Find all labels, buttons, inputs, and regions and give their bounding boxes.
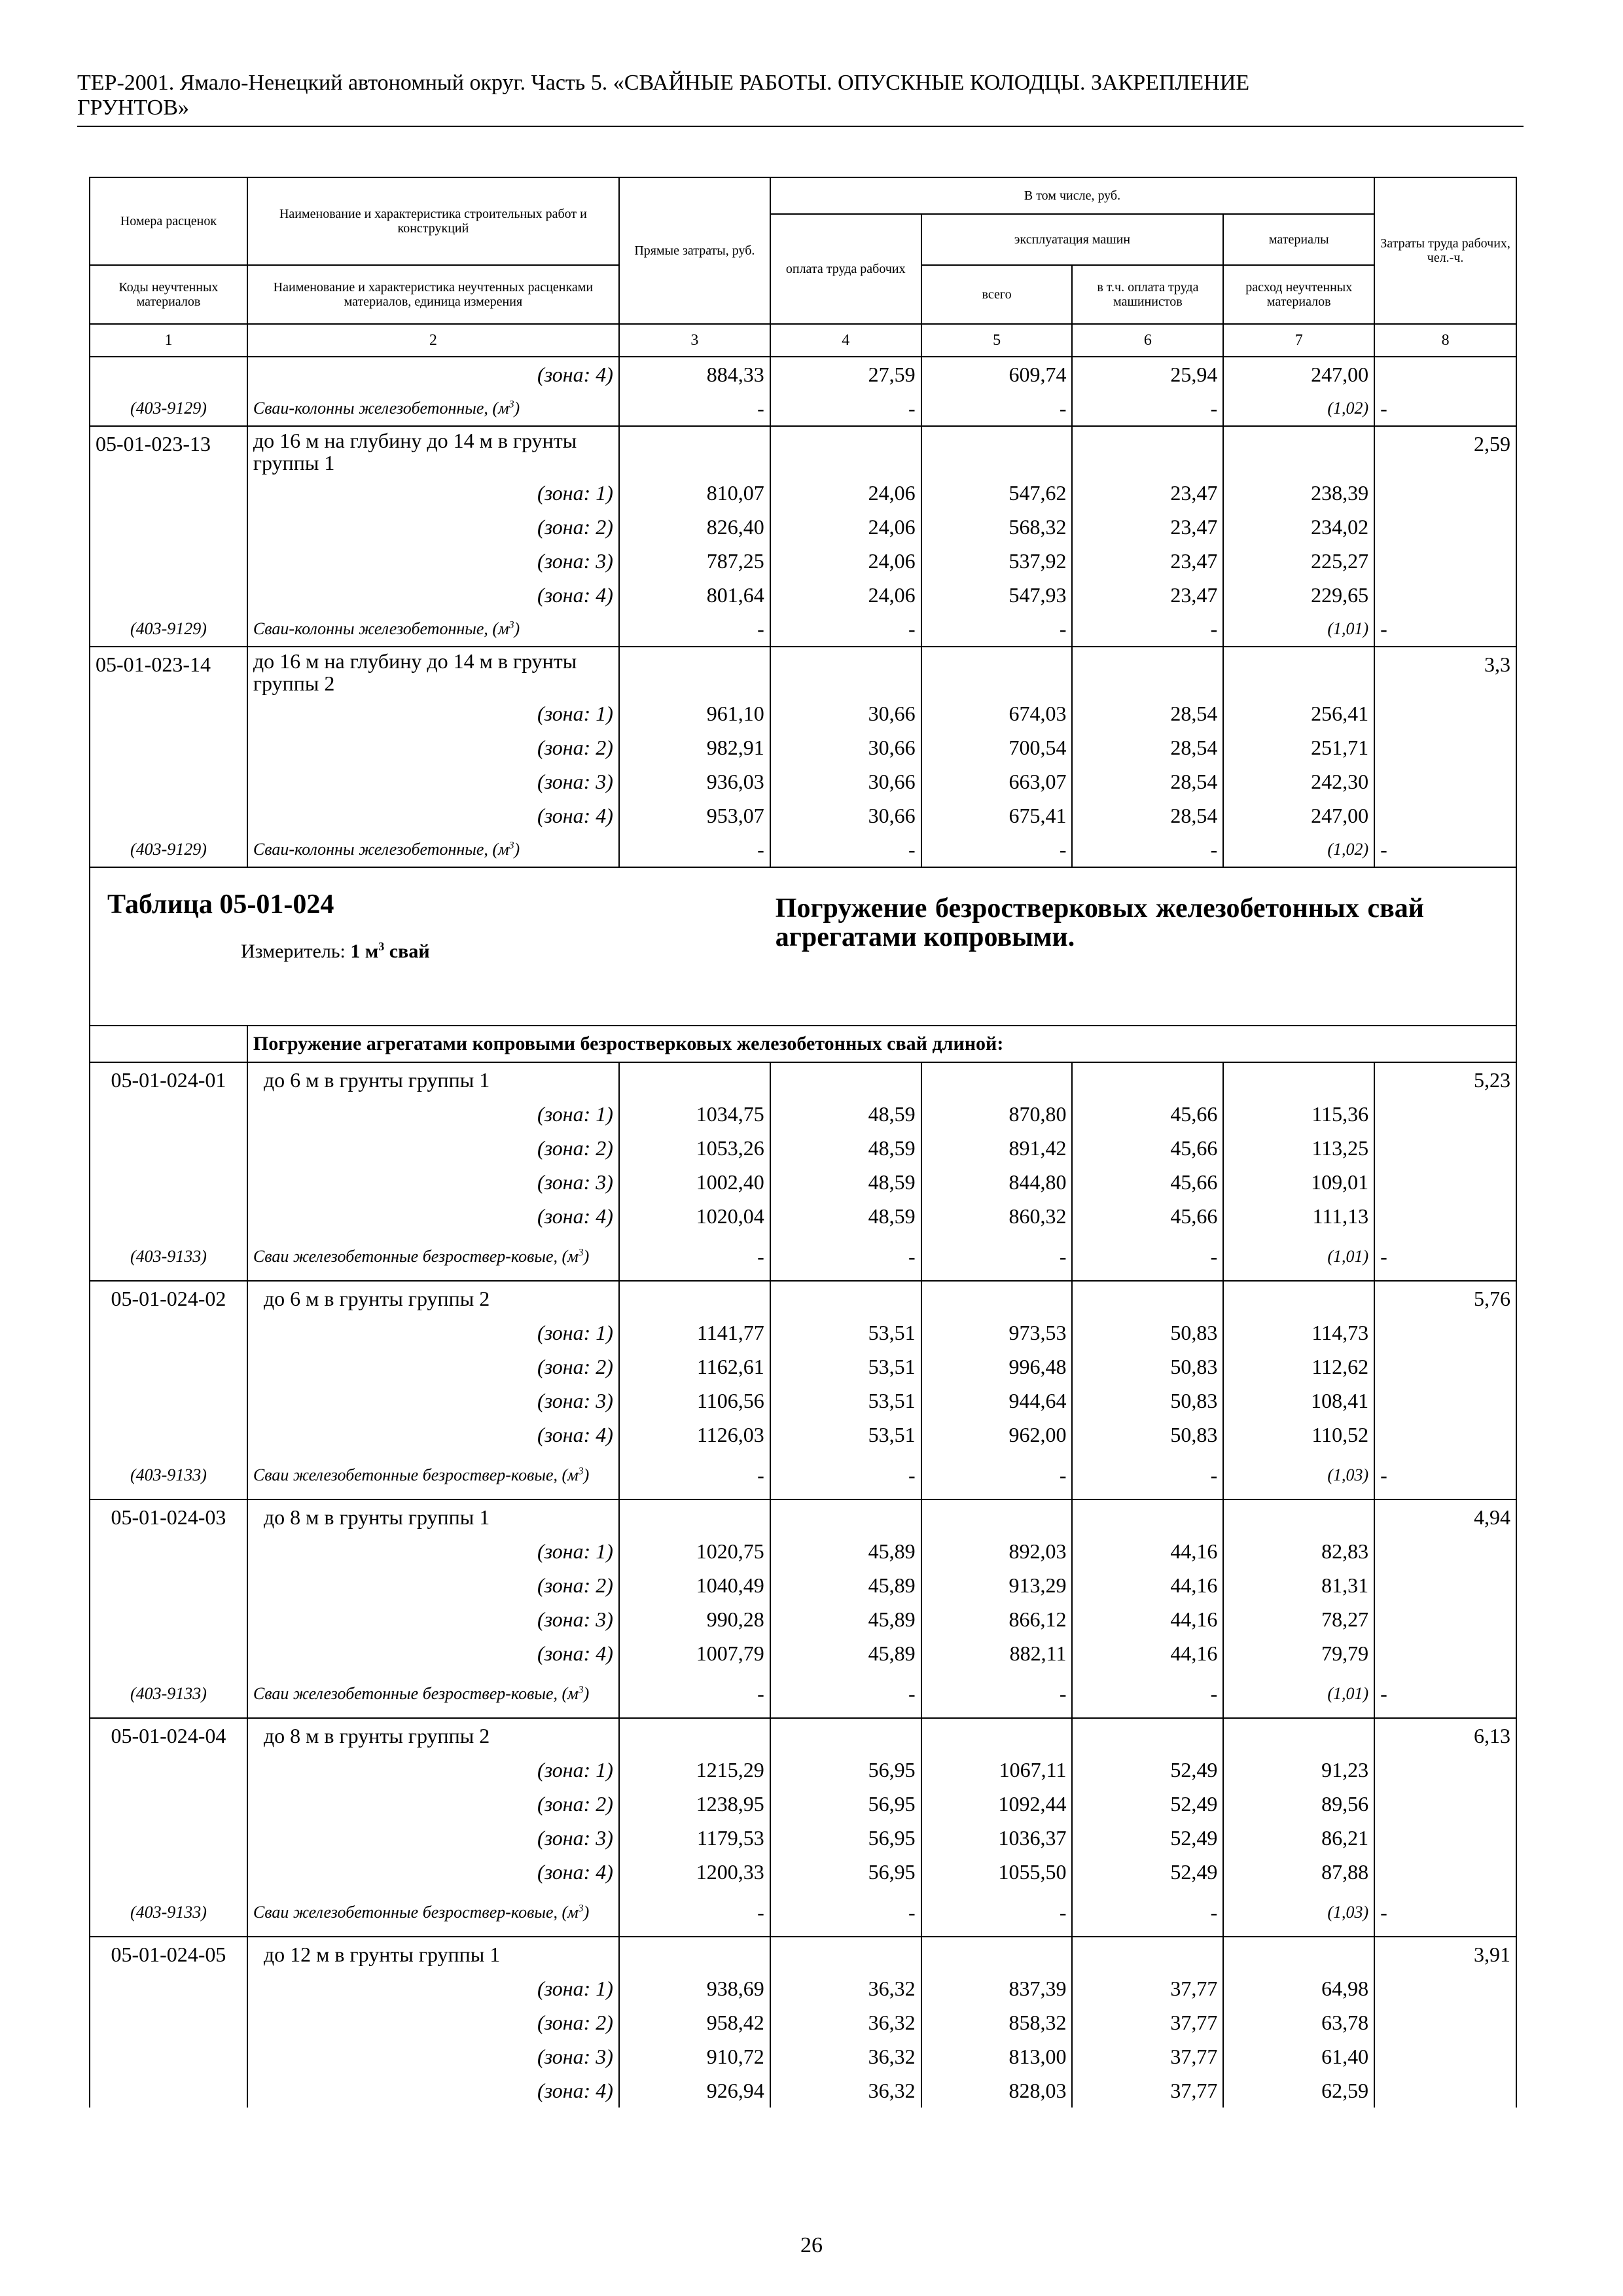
rate-name: до 6 м в грунты группы 2 [247,1281,619,1316]
column-number: 7 [1223,324,1374,357]
page-header [77,71,1517,120]
rate-row [90,1718,1516,1753]
material-row: (403-9133) Сваи железобетонные безроствер-ковые, $(м^3)$ - - - - (1,03) - [90,1889,1516,1937]
zone-row: (зона: 2) 958,42 36,32 858,32 37,77 63,78 [90,2005,1516,2039]
zone-label: (зона: 4) [247,357,619,391]
header-divider [77,126,1524,127]
labor-cost: 2,59 [1374,426,1516,476]
table-head [90,177,1516,357]
labor-cost: 3,3 [1374,647,1516,696]
zone-row: (зона: 3) 910,72 36,32 813,00 37,77 61,40 [90,2039,1516,2073]
rate-name: до 8 м в грунты группы 1 [247,1499,619,1534]
section-subheading: Погружение агрегатами копровыми безростверковых железобетонных свай длиной: [247,1026,1516,1062]
head-direct-costs: Прямые затраты, руб. [619,177,770,324]
rate-row [90,1281,1516,1316]
column-number: 8 [1374,324,1516,357]
operator-pay: 25,94 [1072,357,1223,391]
zone-row: (зона: 1) 1020,75 45,89 892,03 44,16 82,83 [90,1534,1516,1568]
labor-cost: 5,76 [1374,1281,1516,1316]
zone-row: (зона: 1) 938,69 36,32 837,39 37,77 64,98 [90,1971,1516,2005]
rate-row [90,1062,1516,1097]
table-title: Погружение безростверковых железобетонных свай агрегатами копровыми. [775,893,1424,952]
rate-name: до 6 м в грунты группы 1 [247,1062,619,1097]
section-subheading-row [90,1026,1516,1062]
rate-row [90,1499,1516,1534]
zone-row: (зона: 4) 926,94 36,32 828,03 37,77 62,59 [90,2073,1516,2108]
head-material-names: Наименование и характеристика неучтенных расценками материалов, единица измерения [247,265,619,324]
table-body [90,357,1516,2108]
head-operator-pay: в т.ч. оплата труда машинистов [1072,265,1223,324]
head-material-consumption: расход неучтенных материалов [1223,265,1374,324]
zone-row: (зона: 3) 1106,56 53,51 944,64 50,83 108,41 [90,1384,1516,1418]
zone-row: (зона: 3) 1179,53 56,95 1036,37 52,49 86,21 [90,1821,1516,1855]
rate-code: 05-01-023-13 [90,426,247,476]
rate-name: до 16 м на глубину до 14 м в грунты группы 1 [247,426,619,476]
zone-row: (зона: 2) 826,40 24,06 568,32 23,47 234,02 [90,510,1516,544]
zone-row: (зона: 4) 1020,04 48,59 860,32 45,66 111,13 [90,1199,1516,1233]
page-number: 26 [800,2233,823,2257]
rate-row [90,426,1516,476]
table-number: Таблица 05-01-024 [107,889,334,920]
rate-code: 05-01-024-01 [90,1062,247,1097]
column-number: 5 [921,324,1073,357]
rate-row [90,1937,1516,1971]
rate-code: 05-01-024-04 [90,1718,247,1753]
zone-row: (зона: 2) 1040,49 45,89 913,29 44,16 81,31 [90,1568,1516,1602]
column-numbers-row [90,324,1516,357]
material-name: Сваи-колонны железобетонные, $(м^3)$ [247,391,619,426]
zone-row: (зона: 4) 801,64 24,06 547,93 23,47 229,65 [90,578,1516,612]
column-number: 1 [90,324,247,357]
material-consumption: (1,02) [1223,391,1374,426]
zone-row: (зона: 4) 1200,33 56,95 1055,50 52,49 87,88 [90,1855,1516,1889]
rate-code: 05-01-024-03 [90,1499,247,1534]
material-row: (403-9133) Сваи железобетонные безроствер-ковые, $(м^3)$ - - - - (1,01) - [90,1233,1516,1281]
head-worker-pay: оплата труда рабочих [770,214,921,324]
price-table [89,177,1517,2108]
rate-row [90,647,1516,696]
materials-cost: 247,00 [1223,357,1374,391]
column-number: 2 [247,324,619,357]
rate-name: до 12 м в грунты группы 1 [247,1937,619,1971]
rate-name: до 8 м в грунты группы 2 [247,1718,619,1753]
zone-row: (зона: 1) 1215,29 56,95 1067,11 52,49 91,23 [90,1753,1516,1787]
zone-row: (зона: 3) 990,28 45,89 866,12 44,16 78,27 [90,1602,1516,1636]
labor-cost: 4,94 [1374,1499,1516,1534]
head-including: В том числе, руб. [770,177,1374,214]
table-title-row [90,867,1516,1026]
rate-name: до 16 м на глубину до 14 м в грунты группы 2 [247,647,619,696]
head-machine-total: всего [921,265,1073,324]
rate-code: 05-01-023-14 [90,647,247,696]
zone-row: (зона: 1) 1141,77 53,51 973,53 50,83 114,73 [90,1316,1516,1350]
header-line-2: ГРУНТОВ» [77,96,189,120]
zone-row: (зона: 2) 1162,61 53,51 996,48 50,83 112,62 [90,1350,1516,1384]
machine-total: 609,74 [921,357,1073,391]
zone-row: (зона: 3) 787,25 24,06 537,92 23,47 225,27 [90,544,1516,578]
zone-row: (зона: 2) 1238,95 56,95 1092,44 52,49 89,56 [90,1787,1516,1821]
rate-code: 05-01-024-02 [90,1281,247,1316]
column-number: 6 [1072,324,1223,357]
material-row: (403-9133) Сваи железобетонные безроствер-ковые, $(м^3)$ - - - - (1,01) - [90,1670,1516,1718]
material-row: (403-9129) Сваи-колонны железобетонные, $(м^3)$ - - - - (1,02) - [90,833,1516,867]
labor-cost: 5,23 [1374,1062,1516,1097]
material-row: (403-9129) Сваи-колонны железобетонные, $(м^3)$ - - - - (1,02) - [90,391,1516,426]
zone-row: (зона: 3) 1002,40 48,59 844,80 45,66 109,01 [90,1165,1516,1199]
head-machine-exploitation: эксплуатация машин [921,214,1224,265]
measurement-unit: Измеритель: 1 $м^3$ свай [241,940,430,962]
head-work-name: Наименование и характеристика строительных работ и конструкций [247,177,619,265]
labor-cost: 3,91 [1374,1937,1516,1971]
zone-row: (зона: 2) 1053,26 48,59 891,42 45,66 113,25 [90,1131,1516,1165]
direct-cost: 884,33 [619,357,770,391]
column-number: 3 [619,324,770,357]
material-row: (403-9129) Сваи-колонны железобетонные, $(м^3)$ - - - - (1,01) - [90,612,1516,647]
zone-row: (зона: 4) 1126,03 53,51 962,00 50,83 110,52 [90,1418,1516,1452]
column-number: 4 [770,324,921,357]
head-material-codes: Коды неучтенных материалов [90,265,247,324]
zone-row: (зона: 1) 1034,75 48,59 870,80 45,66 115,36 [90,1097,1516,1131]
zone-row: (зона: 1) 810,07 24,06 547,62 23,47 238,39 [90,476,1516,510]
head-materials: материалы [1223,214,1374,265]
rate-code: 05-01-024-05 [90,1937,247,1971]
zone-row: (зона: 2) 982,91 30,66 700,54 28,54 251,71 [90,730,1516,764]
worker-pay: 27,59 [770,357,921,391]
labor-cost: 6,13 [1374,1718,1516,1753]
zone-row [90,357,1516,391]
zone-row: (зона: 3) 936,03 30,66 663,07 28,54 242,30 [90,764,1516,798]
zone-row: (зона: 4) 953,07 30,66 675,41 28,54 247,00 [90,798,1516,833]
head-labor-costs: Затраты труда рабочих, чел.-ч. [1374,177,1516,324]
zone-row: (зона: 4) 1007,79 45,89 882,11 44,16 79,79 [90,1636,1516,1670]
material-row: (403-9133) Сваи железобетонные безроствер-ковые, $(м^3)$ - - - - (1,03) - [90,1452,1516,1499]
head-rate-numbers: Номера расценок [90,177,247,265]
header-line-1: ТЕР-2001. Ямало-Ненецкий автономный округ. Часть 5. «СВАЙНЫЕ РАБОТЫ. ОПУСКНЫЕ КОЛОДЦЫ. ЗАКРЕПЛЕНИЕ [77,71,1250,95]
zone-row: (зона: 1) 961,10 30,66 674,03 28,54 256,41 [90,696,1516,730]
material-code: (403-9129) [90,391,247,426]
